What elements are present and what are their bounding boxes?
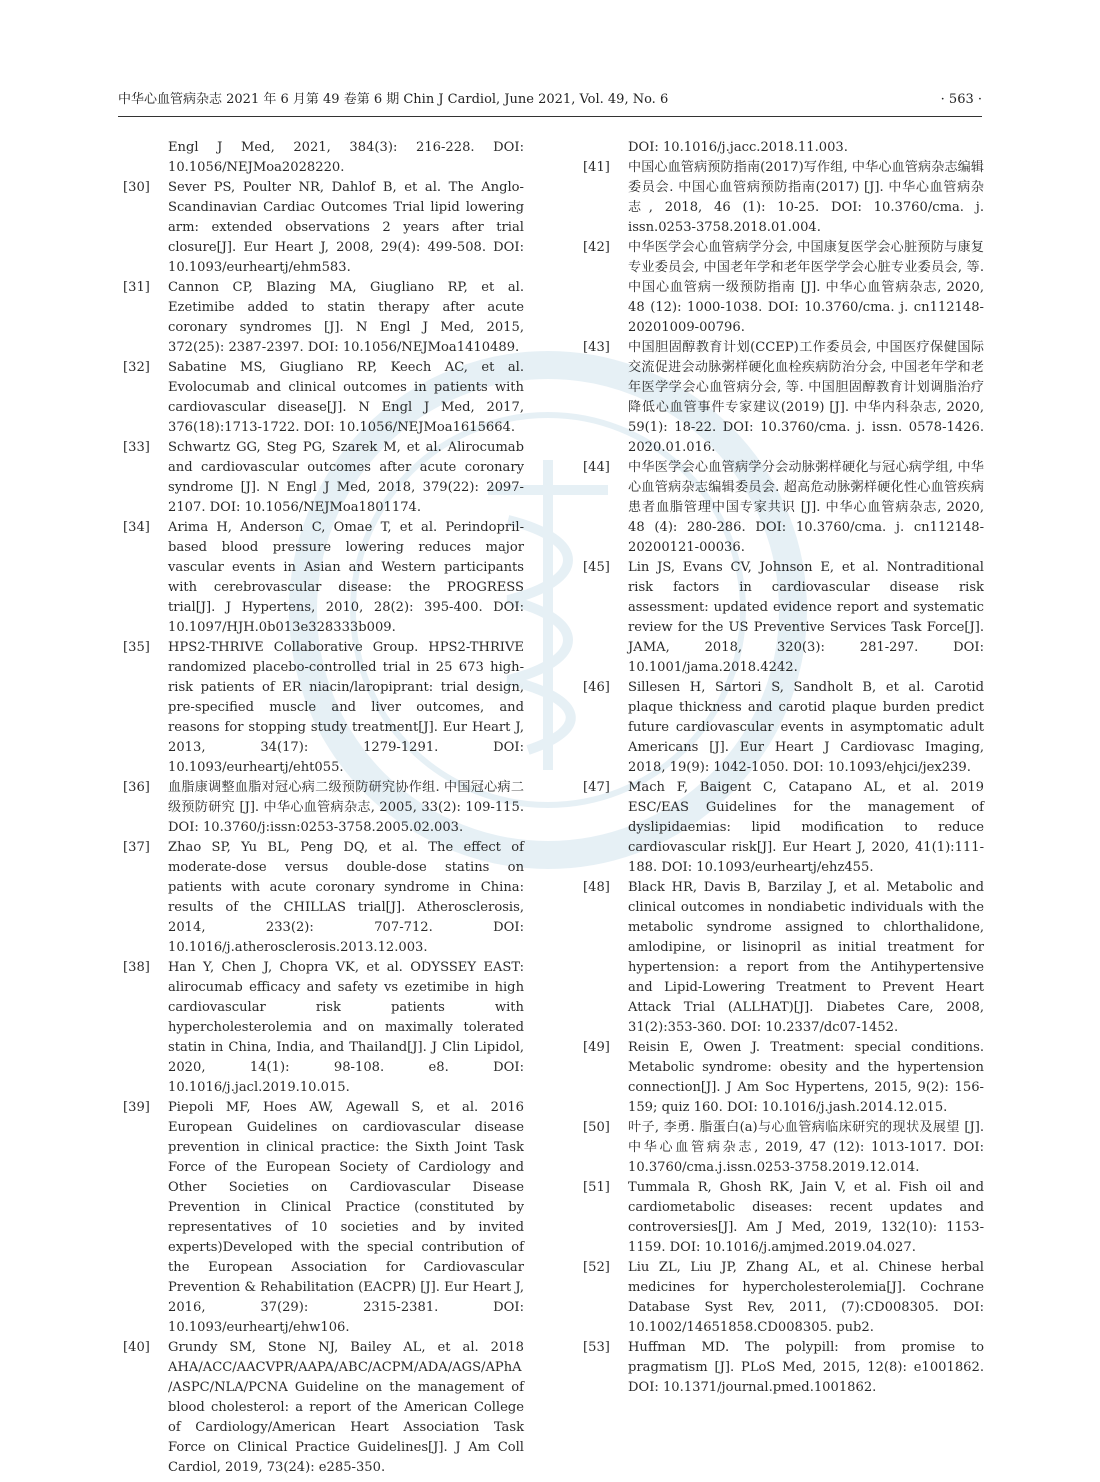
reference-entry <box>578 1118 984 1178</box>
reference-text: Piepoli MF, Hoes AW, Agewall S, et al. 2016 European Guidelines on cardiovascular disease prevention in clinical practice: the Sixth Joint Task Force of the European Society of Cardiology and Other Societies on Cardiovascular Disease Prevention in Clinical Practice (constituted by representatives of 10 societies and by invited experts)Developed with the special contribution of the European Association for Cardiovascular Prevention & Rehabilitation (EACPR) [J]. Eur Heart J, 2016, 37(29): 2315-2381. DOI: 10.1093/eurheartj/ehw106. <box>168 1100 524 1335</box>
reference-text: DOI: 10.1016/j.jacc.2018.11.003. <box>628 140 848 155</box>
reference-number: [34] <box>123 520 150 535</box>
reference-entry <box>118 1098 524 1338</box>
reference-entry <box>578 558 984 678</box>
reference-number: [40] <box>123 1340 150 1355</box>
reference-column-right <box>578 138 984 1398</box>
reference-entry <box>118 838 524 958</box>
reference-entry <box>118 358 524 438</box>
reference-entry <box>118 438 524 518</box>
reference-number: [49] <box>583 1040 610 1055</box>
reference-text: Huffman MD. The polypill: from promise to pragmatism [J]. PLoS Med, 2015, 12(8): e1001862. DOI: 10.1371/journal.pmed.1001862. <box>628 1340 984 1395</box>
running-header <box>118 89 982 111</box>
reference-text: Sillesen H, Sartori S, Sandholt B, et al. Carotid plaque thickness and carotid plaque burden predict future cardiovascular events in asymptomatic adult Americans [J]. Eur Heart J Cardiovasc Imaging, 2018, 19(9): 1042-1050. DOI: 10.1093/ehjci/jex239. <box>628 680 984 775</box>
reference-number: [41] <box>583 160 610 175</box>
reference-text: Grundy SM, Stone NJ, Bailey AL, et al. 2018 AHA/ACC/AACVPR/AAPA/ABC/ACPM/ADA/AGS/APhA/ASPC/NLA/PCNA Guideline on the management of blood cholesterol: a report of the American College of Cardiology/American Heart Association Task Force on Clinical Practice Guidelines[J]. J Am Coll Cardiol, 2019, 73(24): e285-350. <box>168 1340 524 1475</box>
reference-text: Arima H, Anderson C, Omae T, et al. Perindopril-based blood pressure lowering reduces major vascular events in Asian and Western participants with cerebrovascular disease: the PROGRESS trial[J]. J Hypertens, 2010, 28(2): 395-400. DOI: 10.1097/HJH.0b013e328333b009. <box>168 520 524 635</box>
reference-text: Cannon CP, Blazing MA, Giugliano RP, et al. Ezetimibe added to statin therapy after acute coronary syndromes [J]. N Engl J Med, 2015, 372(25): 2387-2397. DOI: 10.1056/NEJMoa1410489. <box>168 280 524 355</box>
reference-number: [42] <box>583 240 610 255</box>
reference-number: [45] <box>583 560 610 575</box>
reference-text: 中国心血管病预防指南(2017)写作组, 中华心血管病杂志编辑委员会. 中国心血管病预防指南(2017) [J]. 中华心血管病杂志, 2018, 46 (1): 10-25. DOI: 10.3760/cma. j. issn.0253-3758.2018.01.004. <box>628 160 984 235</box>
reference-text: 中华医学会心血管病学分会, 中国康复医学会心脏预防与康复专业委员会, 中国老年学和老年医学学会心脏专业委员会, 等. 中国心血管病一级预防指南 [J]. 中华心血管病杂志, 2020, 48 (12): 1000-1038. DOI: 10.3760/cma. j. cn112148-20201009-00796. <box>628 240 984 335</box>
reference-text: Black HR, Davis B, Barzilay J, et al. Metabolic and clinical outcomes in nondiabetic individuals with the metabolic syndrome assigned to chlorthalidone, amlodipine, or lisinopril as initial treatment for hypertension: a report from the Antihypertensive and Lipid-Lowering Treatment to Prevent Heart Attack Trial (ALLHAT)[J]. Diabetes Care, 2008, 31(2):353-360. DOI: 10.2337/dc07-1452. <box>628 880 984 1035</box>
reference-entry <box>578 338 984 458</box>
reference-text: 叶子, 李勇. 脂蛋白(a)与心血管病临床研究的现状及展望 [J]. 中华心血管病杂志, 2019, 47 (12): 1013-1017. DOI: 10.3760/cma.j.issn.0253-3758.2019.12.014. <box>628 1120 984 1175</box>
reference-entry <box>578 1338 984 1398</box>
reference-entry <box>578 458 984 558</box>
reference-number: [31] <box>123 280 150 295</box>
reference-entry <box>578 878 984 1038</box>
reference-text: Tummala R, Ghosh RK, Jain V, et al. Fish oil and cardiometabolic diseases: recent updates and controversies[J]. Am J Med, 2019, 132(10): 1153-1159. DOI: 10.1016/j.amjmed.2019.04.027. <box>628 1180 984 1255</box>
reference-entry <box>118 138 524 178</box>
reference-entry <box>578 138 984 158</box>
reference-text: Engl J Med, 2021, 384(3): 216-228. DOI: 10.1056/NEJMoa2028220. <box>168 140 524 175</box>
reference-number: [36] <box>123 780 150 795</box>
reference-number: [52] <box>583 1260 610 1275</box>
page-number: · 563 · <box>940 92 982 107</box>
reference-text: Zhao SP, Yu BL, Peng DQ, et al. The effect of moderate-dose versus double-dose statins on patients with acute coronary syndrome in China: results of the CHILLAS trial[J]. Atherosclerosis, 2014, 233(2): 707-712. DOI: 10.1016/j.atherosclerosis.2013.12.003. <box>168 840 524 955</box>
reference-entry <box>118 1338 524 1478</box>
reference-number: [35] <box>123 640 150 655</box>
reference-column-left <box>118 138 524 1478</box>
reference-number: [47] <box>583 780 610 795</box>
reference-number: [46] <box>583 680 610 695</box>
reference-number: [50] <box>583 1120 610 1135</box>
reference-number: [30] <box>123 180 150 195</box>
reference-number: [33] <box>123 440 150 455</box>
reference-text: Sabatine MS, Giugliano RP, Keech AC, et al. Evolocumab and clinical outcomes in patients with cardiovascular disease[J]. N Engl J Med, 2017, 376(18):1713-1722. DOI: 10.1056/NEJMoa1615664. <box>168 360 524 435</box>
reference-text: Sever PS, Poulter NR, Dahlof B, et al. The Anglo-Scandinavian Cardiac Outcomes Trial lipid lowering arm: extended observations 2 years after trial closure[J]. Eur Heart J, 2008, 29(4): 499-508. DOI: 10.1093/eurheartj/ehm583. <box>168 180 524 275</box>
reference-entry <box>118 778 524 838</box>
reference-text: Liu ZL, Liu JP, Zhang AL, et al. Chinese herbal medicines for hypercholesterolemia[J]. Cochrane Database Syst Rev, 2011, (7):CD008305. DOI: 10.1002/14651858.CD008305. pub2. <box>628 1260 984 1335</box>
reference-number: [39] <box>123 1100 150 1115</box>
reference-text: 中国胆固醇教育计划(CCEP)工作委员会, 中国医疗保健国际交流促进会动脉粥样硬化血栓疾病防治分会, 中国老年学和老年医学学会心血管病分会, 等. 中国胆固醇教育计划调脂治疗降低心血管事件专家建议(2019) [J]. 中华内科杂志, 2020, 59(1): 18-22. DOI: 10.3760/cma. j. issn. 0578-1426. 2020.01.016. <box>628 340 984 455</box>
reference-number: [37] <box>123 840 150 855</box>
reference-entry <box>578 158 984 238</box>
reference-entry <box>578 678 984 778</box>
reference-number: [32] <box>123 360 150 375</box>
reference-text: HPS2-THRIVE Collaborative Group. HPS2-THRIVE randomized placebo-controlled trial in 25 673 high-risk patients of ER niacin/laropiprant: trial design, pre-specified muscle and liver outcomes, and reasons for stopping study treatment[J]. Eur Heart J, 2013, 34(17): 1279-1291. DOI: 10.1093/eurheartj/eht055. <box>168 640 524 775</box>
reference-number: [38] <box>123 960 150 975</box>
reference-entry <box>578 1258 984 1338</box>
reference-text: 血脂康调整血脂对冠心病二级预防研究协作组. 中国冠心病二级预防研究 [J]. 中华心血管病杂志, 2005, 33(2): 109-115. DOI: 10.3760/j:issn:0253-3758.2005.02.003. <box>168 780 524 835</box>
reference-number: [53] <box>583 1340 610 1355</box>
reference-number: [44] <box>583 460 610 475</box>
reference-text: Lin JS, Evans CV, Johnson E, et al. Nontraditional risk factors in cardiovascular disease risk assessment: updated evidence report and systematic review for the US Preventive Services Task Force[J]. JAMA, 2018, 320(3): 281-297. DOI: 10.1001/jama.2018.4242. <box>628 560 984 675</box>
reference-entry <box>118 958 524 1098</box>
reference-text: Reisin E, Owen J. Treatment: special conditions. Metabolic syndrome: obesity and the hypertension connection[J]. J Am Soc Hypertens, 2015, 9(2): 156-159; quiz 160. DOI: 10.1016/j.jash.2014.12.015. <box>628 1040 984 1115</box>
journal-citation: 中华心血管病杂志 2021 年 6 月第 49 卷第 6 期 Chin J Cardiol, June 2021, Vol. 49, No. 6 <box>118 92 669 107</box>
reference-entry <box>578 1038 984 1118</box>
reference-entry <box>118 278 524 358</box>
reference-text: Mach F, Baigent C, Catapano AL, et al. 2019 ESC/EAS Guidelines for the management of dyslipidaemias: lipid modification to reduce cardiovascular risk[J]. Eur Heart J, 2020, 41(1):111-188. DOI: 10.1093/eurheartj/ehz455. <box>628 780 984 875</box>
reference-entry <box>118 638 524 778</box>
reference-number: [48] <box>583 880 610 895</box>
reference-number: [43] <box>583 340 610 355</box>
reference-number: [51] <box>583 1180 610 1195</box>
reference-text: Han Y, Chen J, Chopra VK, et al. ODYSSEY EAST: alirocumab efficacy and safety vs ezetimibe in high cardiovascular risk patients with hypercholesterolemia and on maximally tolerated statin in China, India, and Thailand[J]. J Clin Lipidol, 2020, 14(1): 98-108. e8. DOI: 10.1016/j.jacl.2019.10.015. <box>168 960 524 1095</box>
reference-entry <box>578 1178 984 1258</box>
reference-text: Schwartz GG, Steg PG, Szarek M, et al. Alirocumab and cardiovascular outcomes after acute coronary syndrome [J]. N Engl J Med, 2018, 379(22): 2097-2107. DOI: 10.1056/NEJMoa1801174. <box>168 440 524 515</box>
header-rule <box>118 116 982 117</box>
reference-entry <box>578 778 984 878</box>
reference-entry <box>578 238 984 338</box>
reference-entry <box>118 518 524 638</box>
reference-entry <box>118 178 524 278</box>
reference-text: 中华医学会心血管病学分会动脉粥样硬化与冠心病学组, 中华心血管病杂志编辑委员会. 超高危动脉粥样硬化性心血管疾病患者血脂管理中国专家共识 [J]. 中华心血管病杂志, 2020, 48 (4): 280-286. DOI: 10.3760/cma. j. cn112148-20200121-00036. <box>628 460 984 555</box>
